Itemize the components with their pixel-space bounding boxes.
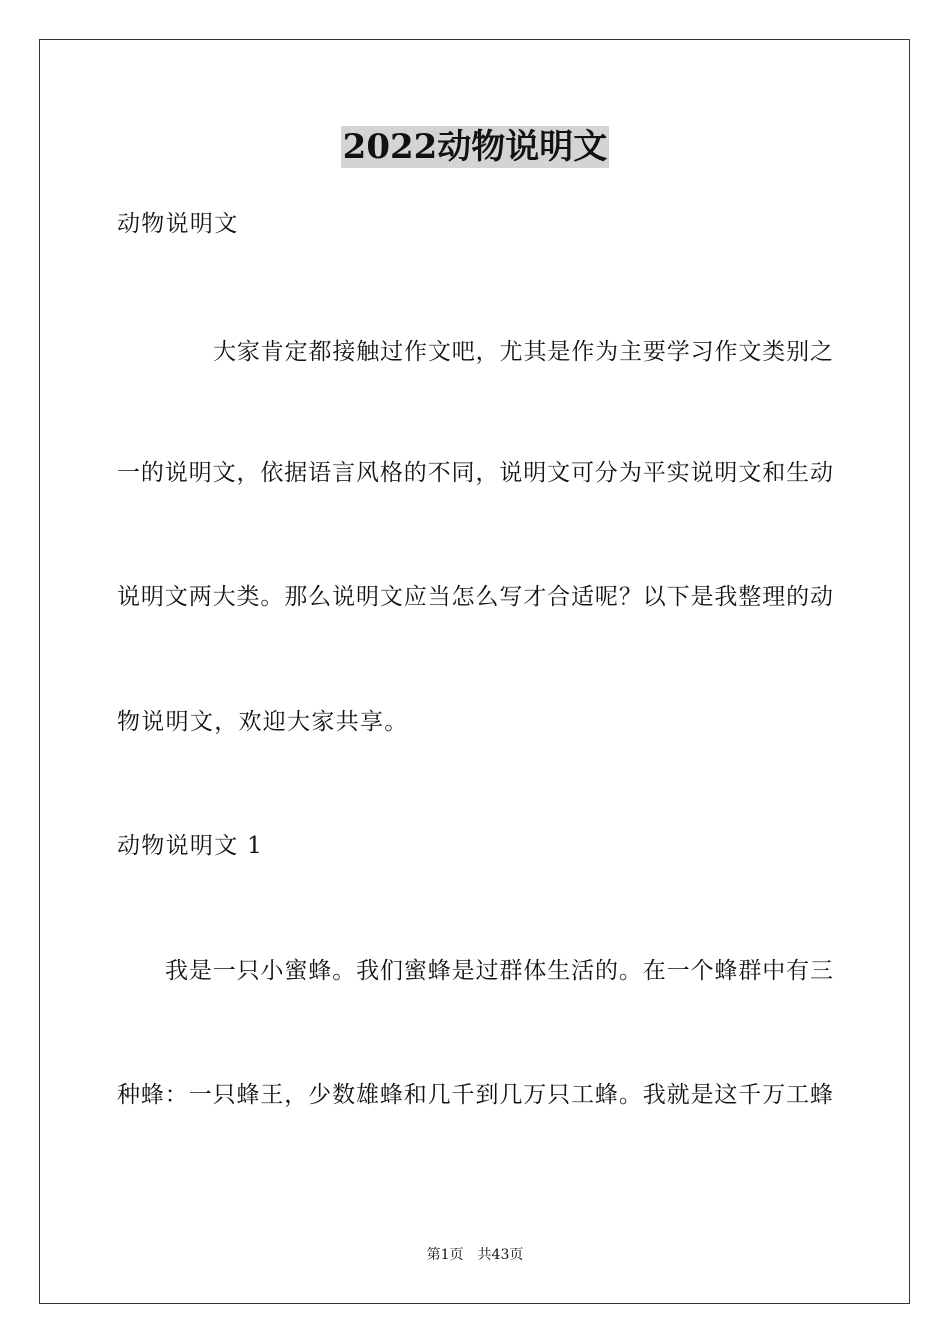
section-heading: 动物说明文 1 [117, 833, 264, 859]
page-number: 第1页 [426, 1247, 464, 1263]
document-title-text: 2022动物说明文 [342, 127, 608, 167]
paragraph-1-line-3: 说明文两大类。那么说明文应当怎么写才合适呢？以下是我整理的动 [117, 584, 833, 610]
paragraph-1-line-1: 大家肯定都接触过作文吧，尤其是作为主要学习作文类别之 [213, 339, 833, 365]
paragraph-1-line-4: 物说明文，欢迎大家共享。 [117, 709, 409, 735]
paragraph-2-line-2: 种蜂：一只蜂王，少数雄蜂和几千到几万只工蜂。我就是这千万工蜂 [117, 1082, 833, 1108]
total-pages: 共43页 [477, 1247, 524, 1263]
paragraph-2-line-1: 我是一只小蜜蜂。我们蜜蜂是过群体生活的。在一个蜂群中有三 [165, 958, 833, 984]
document-title [0, 126, 950, 168]
document-subtitle: 动物说明文 [117, 211, 239, 237]
page-footer [0, 1246, 950, 1264]
paragraph-1-line-2: 一的说明文，依据语言风格的不同，说明文可分为平实说明文和生动 [117, 460, 833, 486]
